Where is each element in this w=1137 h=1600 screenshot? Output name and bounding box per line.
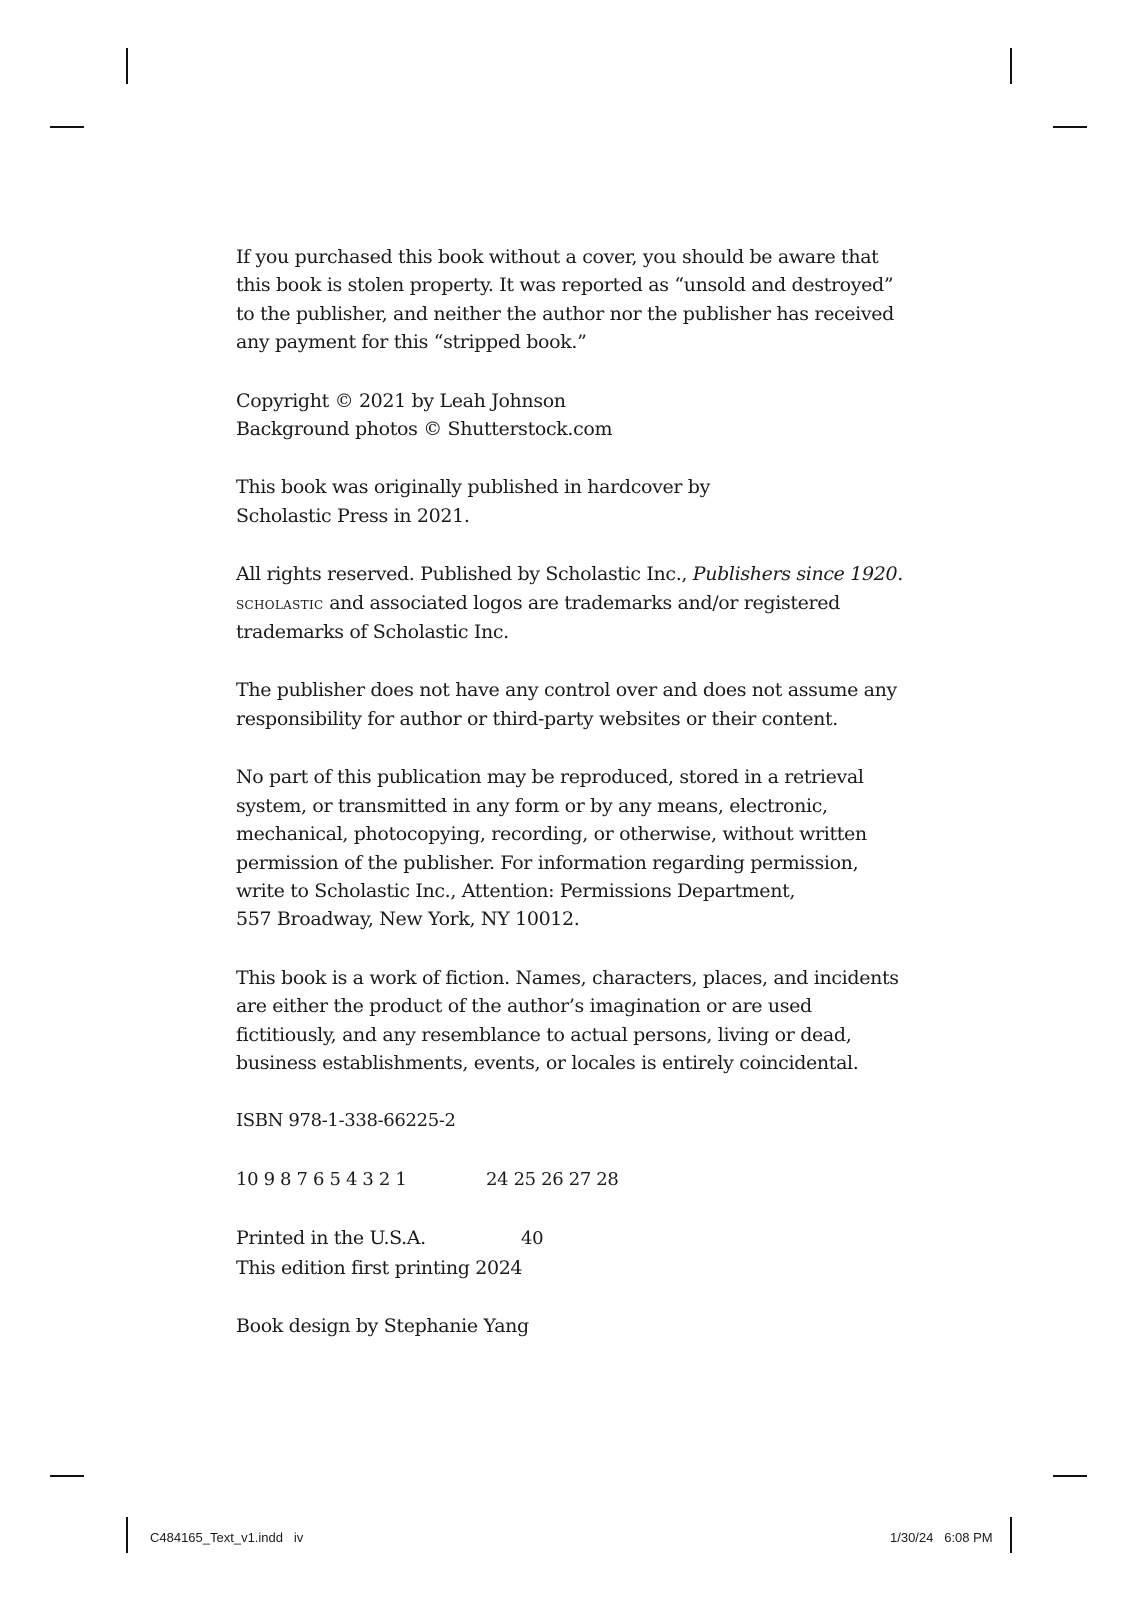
reproduction-notice — [236, 763, 936, 933]
text-line: to the publisher, and neither the author nor the publisher has received — [236, 302, 894, 325]
printing-numbers: 10 9 8 7 6 5 4 3 2 1 — [236, 1168, 407, 1190]
crop-mark-top-left-horizontal — [50, 126, 84, 128]
scholastic-trademark: scholastic — [236, 593, 324, 614]
crop-mark-bottom-right-horizontal — [1053, 1475, 1087, 1477]
trademark-text: and associated logos are trademarks and/or registered — [323, 591, 840, 614]
text-line: fictitiously, and any resemblance to actual persons, living or dead, — [236, 1023, 852, 1046]
text-line: any payment for this “stripped book.” — [236, 331, 587, 354]
crop-mark-top-right-horizontal — [1053, 126, 1087, 128]
printing-line — [236, 1166, 936, 1194]
slug-timestamp: 1/30/24 6:08 PM — [890, 1530, 993, 1545]
text-line: mechanical, photocopying, recording, or otherwise, without written — [236, 823, 867, 846]
third-party-disclaimer — [236, 676, 936, 733]
text-line: This book is a work of fiction. Names, characters, places, and incidents — [236, 966, 899, 989]
text-line: 557 Broadway, New York, NY 10012. — [236, 908, 580, 931]
text-line — [236, 589, 936, 618]
text-line: The publisher does not have any control over and does not assume any — [236, 679, 897, 702]
printed-in-row — [236, 1224, 936, 1253]
isbn-number: ISBN 978-1-338-66225-2 — [236, 1110, 456, 1132]
text-line: trademarks of Scholastic Inc. — [236, 621, 509, 644]
text-line: Scholastic Press in 2021. — [236, 504, 470, 527]
edition-text: This edition first printing 2024 — [236, 1256, 523, 1279]
printing-line-row — [236, 1166, 936, 1194]
text-line: Copyright © 2021 by Leah Johnson — [236, 389, 566, 412]
crop-mark-bottom-left — [126, 1517, 128, 1553]
copyright-text-block — [236, 243, 936, 1370]
crop-mark-top-left — [126, 48, 128, 84]
rights-plain-text: All rights reserved. Published by Scholastic Inc., — [236, 563, 693, 586]
text-line: No part of this publication may be reproduced, stored in a retrieval — [236, 766, 864, 789]
text-line: business establishments, events, or locales is entirely coincidental. — [236, 1051, 859, 1074]
printing-code: 40 — [521, 1228, 544, 1250]
fiction-notice — [236, 964, 936, 1078]
printing-years: 24 25 26 27 28 — [486, 1168, 619, 1190]
rights-reserved — [236, 560, 936, 646]
slug-filename: C484165_Text_v1.indd iv — [150, 1530, 304, 1545]
design-credit — [236, 1312, 936, 1340]
printed-in-text: Printed in the U.S.A. — [236, 1227, 426, 1250]
text-line: If you purchased this book without a cover, you should be aware that — [236, 246, 879, 268]
printing-info — [236, 1224, 936, 1282]
text-line: this book is stolen property. It was reported as “unsold and destroyed” — [236, 274, 894, 297]
design-credit-text: Book design by Stephanie Yang — [236, 1314, 529, 1337]
crop-mark-top-right — [1010, 48, 1012, 84]
isbn — [236, 1107, 936, 1135]
publishers-since-italic: Publishers since 1920. — [692, 563, 903, 586]
copyright-notice — [236, 387, 936, 444]
text-line — [236, 560, 936, 588]
original-publication-note — [236, 473, 936, 530]
text-line: system, or transmitted in any form or by any means, electronic, — [236, 794, 828, 817]
text-line: permission of the publisher. For information regarding permission, — [236, 851, 859, 874]
text-line: are either the product of the author’s imagination or are used — [236, 995, 812, 1018]
text-line: responsibility for author or third-party websites or their content. — [236, 707, 838, 730]
stripped-book-warning — [236, 243, 936, 357]
text-line: write to Scholastic Inc., Attention: Permissions Department, — [236, 879, 796, 902]
text-line: Background photos © Shutterstock.com — [236, 418, 613, 441]
crop-mark-bottom-left-horizontal — [50, 1475, 84, 1477]
text-line: This book was originally published in hardcover by — [236, 476, 710, 499]
crop-mark-bottom-right — [1010, 1517, 1012, 1553]
